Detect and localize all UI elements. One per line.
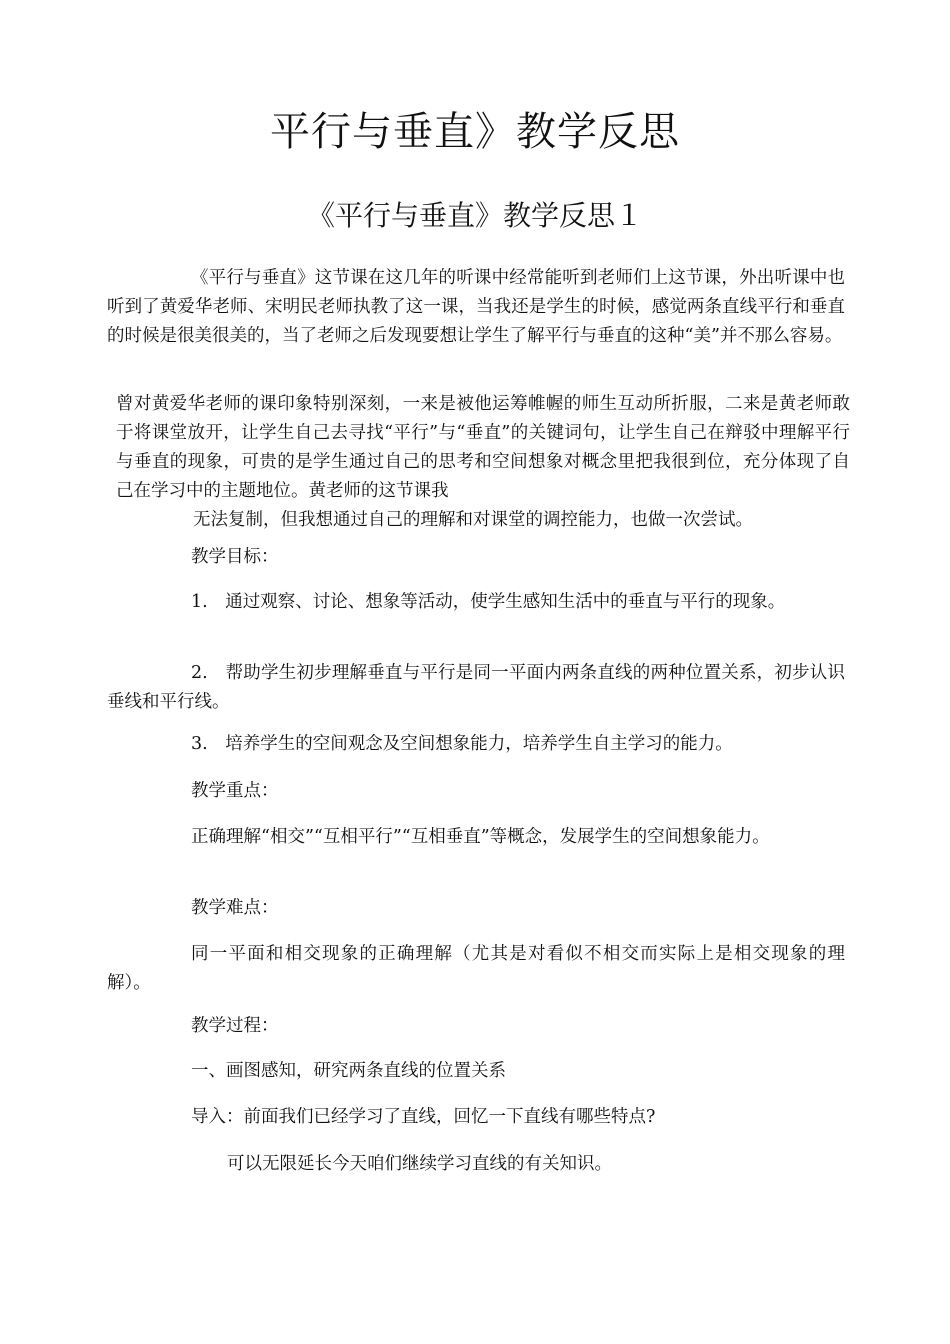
reflection-paragraph-last-line: 无法复制，但我想通过自己的理解和对课堂的调控能力，也做一次尝试。 (193, 510, 753, 530)
teaching-focus-heading: 教学重点： (191, 781, 279, 801)
process-step-1: 一、画图感知，研究两条直线的位置关系 (191, 1061, 506, 1081)
goal-item-2: 2. 帮助学生初步理解垂直与平行是同一平面内两条直线的两种位置关系，初步认识垂线和平行线。 (107, 663, 845, 712)
goal-item-1: 1. 通过观察、讨论、想象等活动，使学生感知生活中的垂直与平行的现象。 (191, 592, 786, 612)
teaching-focus-text: 正确理解“相交”“互相平行”“互相垂直”等概念，发展学生的空间想象能力。 (191, 827, 770, 847)
teaching-difficulty-heading: 教学难点： (191, 898, 279, 918)
section-title: 《平行与垂直》教学反思１ (306, 199, 643, 232)
intro-paragraph: 《平行与垂直》这节课在这几年的听课中经常能听到老师们上这节课，外出听课中也听到了黄爱华老师、宋明民老师执教了这一课，当我还是学生的时候，感觉两条直线平行和垂直的时候是很美很美的，当了老师之后发现要想让学生了解平行与垂直的这种“美”并不那么容易。 (107, 268, 845, 346)
teaching-process-heading: 教学过程： (191, 1016, 279, 1036)
reflection-paragraph-body: 曾对黄爱华老师的课印象特别深刻，一来是被他运筹帷幄的师生互动所折服，二来是黄老师敢于将课堂放开，让学生自己去寻找“平行”与“垂直”的关键词句，让学生自己在辩驳中理解平行与垂直的现象，可贵的是学生通过自己的思考和空间想象对概念里把我很到位，充分体现了自己在学习中的主题地位。黄老师的这节课我 (116, 394, 850, 501)
process-intro: 导入：前面我们已经学习了直线，回忆一下直线有哪些特点? (191, 1107, 656, 1127)
document-title: 平行与垂直》教学反思 (270, 109, 680, 155)
teaching-goals-heading: 教学目标： (191, 547, 279, 567)
reflection-paragraph (116, 390, 850, 535)
process-answer: 可以无限延长今天咱们继续学习直线的有关知识。 (227, 1154, 612, 1174)
teaching-difficulty-text: 同一平面和相交现象的正确理解（尤其是对看似不相交而实际上是相交现象的理解）。 (107, 944, 845, 993)
goal-item-3: 3. 培养学生的空间观念及空间想象能力，培养学生自主学习的能力。 (191, 734, 733, 754)
